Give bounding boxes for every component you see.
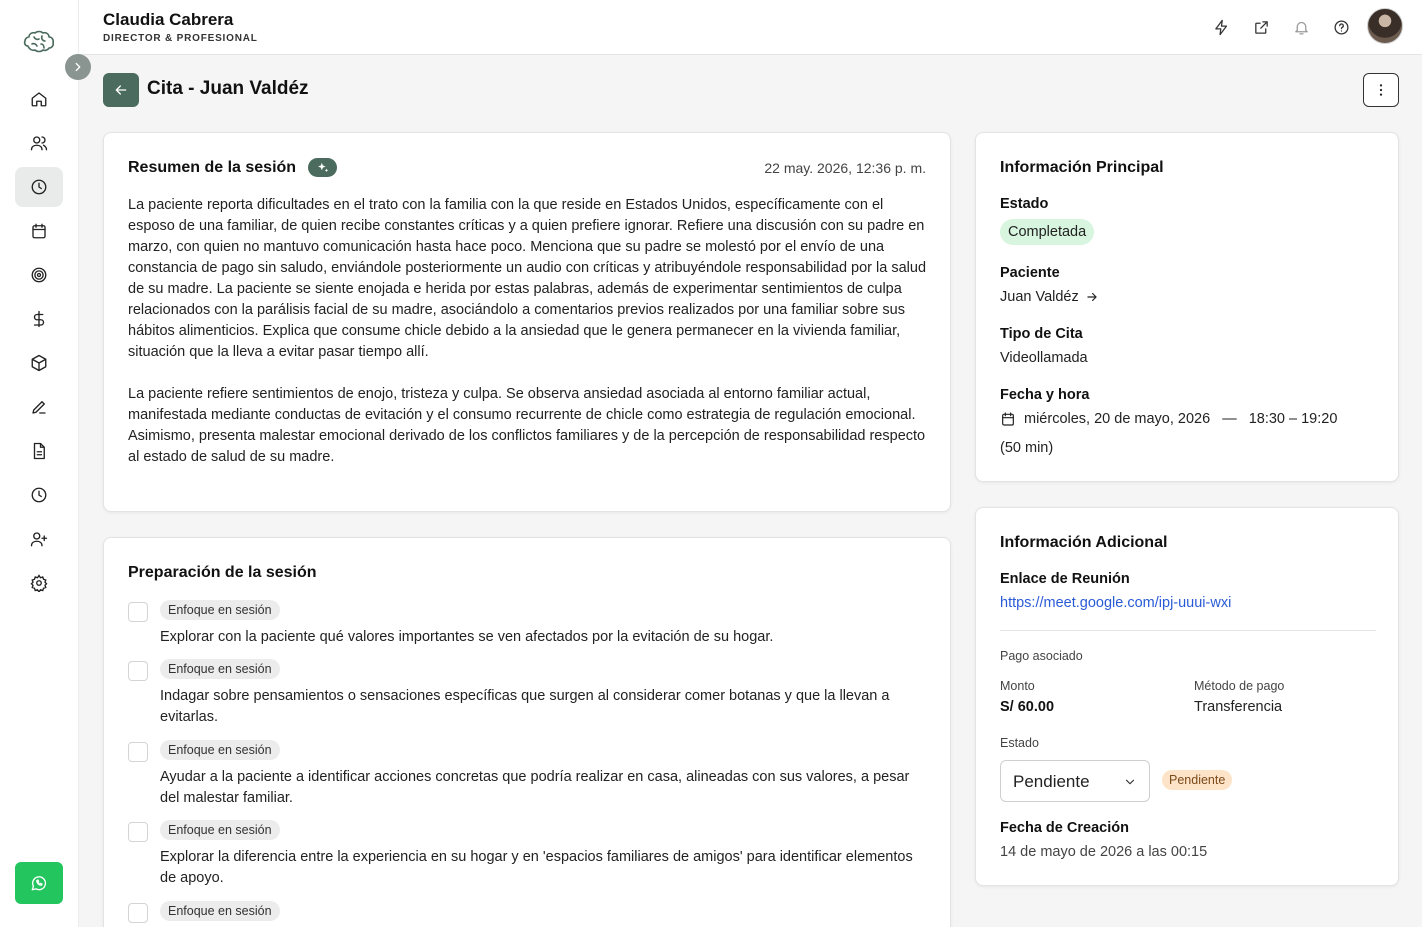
prep-item-text: Explorar con la paciente qué valores importantes se ven afectados por la evitación de su hogar. xyxy=(160,629,774,645)
nav-notes[interactable] xyxy=(15,387,63,427)
calendar-icon xyxy=(1000,411,1016,427)
more-options-button[interactable] xyxy=(1363,73,1399,107)
additional-info-card xyxy=(975,507,1399,886)
divider xyxy=(1000,630,1376,631)
time-value: 18:30 – 19:20 xyxy=(1248,411,1338,427)
main-info-title: Información Principal xyxy=(1000,159,1164,176)
session-summary-card xyxy=(103,132,951,512)
package-icon xyxy=(30,354,48,372)
page-title: Cita - Juan Valdéz xyxy=(147,78,309,99)
focus-tag: Enfoque en sesión xyxy=(160,740,280,760)
clock-icon xyxy=(30,178,48,196)
chevron-right-icon xyxy=(71,60,85,74)
help-icon xyxy=(1333,19,1350,36)
ai-generated-badge xyxy=(308,158,337,177)
date-dash: — xyxy=(1222,411,1237,427)
focus-tag: Enfoque en sesión xyxy=(160,659,280,679)
summary-date: 22 may. 2026, 12:36 p. m. xyxy=(764,160,926,176)
status-label: Estado xyxy=(1000,196,1049,212)
help-button[interactable] xyxy=(1331,17,1351,37)
focus-tag: Enfoque en sesión xyxy=(160,600,280,620)
prep-checkbox[interactable] xyxy=(128,742,148,762)
history-icon xyxy=(30,486,48,504)
payment-method-value: Transferencia xyxy=(1194,699,1283,715)
datetime-label: Fecha y hora xyxy=(1000,387,1090,403)
datetime-row xyxy=(1000,411,1337,427)
arrow-right-icon xyxy=(1085,290,1099,304)
pen-icon xyxy=(30,398,48,416)
avatar[interactable] xyxy=(1367,8,1403,44)
nav-patients[interactable] xyxy=(15,123,63,163)
status-badge: Completada xyxy=(1000,219,1094,245)
user-plus-icon xyxy=(30,530,48,548)
session-preparation-card xyxy=(103,537,951,927)
nav-settings[interactable] xyxy=(15,563,63,603)
user-role: DIRECTOR & PROFESIONAL xyxy=(103,33,258,44)
calendar-icon xyxy=(30,222,48,240)
top-header xyxy=(79,0,1422,55)
prep-item-text: Indagar sobre pensamientos o sensaciones específicas que surgen al considerar comer botanas y que la llevan a evitarlas. xyxy=(160,688,890,725)
quick-actions-button[interactable] xyxy=(1211,17,1231,37)
type-value: Videollamada xyxy=(1000,350,1088,366)
whatsapp-icon xyxy=(30,874,48,892)
summary-text xyxy=(128,195,928,468)
payment-method-label: Método de pago xyxy=(1194,679,1285,693)
focus-tag: Enfoque en sesión xyxy=(160,901,280,921)
payment-label: Pago asociado xyxy=(1000,649,1083,663)
more-vertical-icon xyxy=(1373,82,1389,98)
arrow-left-icon xyxy=(113,82,129,98)
date-value: miércoles, 20 de mayo, 2026 xyxy=(1024,411,1211,427)
back-button[interactable] xyxy=(103,73,139,107)
bell-icon xyxy=(1293,19,1310,36)
external-link-icon xyxy=(1253,19,1270,36)
patient-name: Juan Valdéz xyxy=(1000,289,1079,305)
summary-paragraph: La paciente reporta dificultades en el trato con la familia con la que reside en Estados Unidos, específicamente con el esposo de una familiar, de quien recibe constantes críticas y a quien prefiere ignorar. Refiere una discusión con su padre en marzo, con quien no mantuvo comunicación hasta hace poco. Menciona que su padre se molestó por el envío de una constancia de pago sin saludo, enviándole posteriormente un audio con críticas y atribuyéndole responsabilidad por la salud de su madre. La paciente se siente enojada e herida por estas palabras, además de experimentar sentimientos de culpa relacionados con la parálisis facial de su madre, asociándolo a comentarios previos realizados por una familiar sobre sus hábitos alimenticios. Explica que consume chicle debido a la ansiedad que le genera permanecer en la vivienda familiar, situación que la lleva a evitar pasar tiempo allí. xyxy=(128,197,927,360)
brain-logo-icon[interactable] xyxy=(22,28,56,56)
summary-paragraph: La paciente refiere sentimientos de enojo, tristeza y culpa. Se observa ansiedad asociada al entorno familiar actual, manifestada mediante conductas de evitación y el consumo recurrente de chicle como estrategia de regulación emocional. Asimismo, presenta malestar emocional derivado de los conflictos familiares y de la percepción de responsabilidad respecto al estado de salud de su madre. xyxy=(128,386,926,465)
nav-goals[interactable] xyxy=(15,255,63,295)
sidebar-toggle-button[interactable] xyxy=(65,54,91,80)
prep-checkbox[interactable] xyxy=(128,822,148,842)
target-icon xyxy=(30,266,48,284)
user-name: Claudia Cabrera xyxy=(103,10,234,29)
created-label: Fecha de Creación xyxy=(1000,820,1129,836)
preparation-title: Preparación de la sesión xyxy=(128,564,317,581)
patient-label: Paciente xyxy=(1000,265,1060,281)
gear-icon xyxy=(30,574,48,592)
dollar-icon xyxy=(30,310,48,328)
summary-title: Resumen de la sesión xyxy=(128,159,297,176)
nav-documents[interactable] xyxy=(15,431,63,471)
whatsapp-button[interactable] xyxy=(15,862,63,904)
nav-calendar[interactable] xyxy=(15,211,63,251)
sparkles-icon xyxy=(316,161,330,175)
notifications-button[interactable] xyxy=(1291,17,1311,37)
lightning-icon xyxy=(1213,19,1230,36)
open-external-button[interactable] xyxy=(1251,17,1271,37)
nav-history[interactable] xyxy=(15,475,63,515)
document-icon xyxy=(30,442,48,460)
prep-checkbox[interactable] xyxy=(128,661,148,681)
meeting-link[interactable]: https://meet.google.com/ipj-uuui-wxi xyxy=(1000,595,1232,611)
focus-tag: Enfoque en sesión xyxy=(160,820,280,840)
nav-add-user[interactable] xyxy=(15,519,63,559)
additional-info-title: Información Adicional xyxy=(1000,534,1168,551)
amount-value: S/ 60.00 xyxy=(1000,699,1055,715)
users-icon xyxy=(30,134,48,152)
nav-appointments[interactable] xyxy=(15,167,63,207)
prep-checkbox[interactable] xyxy=(128,903,148,923)
patient-link[interactable] xyxy=(1000,289,1099,305)
sidebar xyxy=(0,0,79,927)
prep-item-text: Ayudar a la paciente a identificar acciones concretas que podría realizar en casa, alineadas con sus valores, a pesar del malestar familiar. xyxy=(160,769,910,806)
nav-home[interactable] xyxy=(15,79,63,119)
payment-status-badge: Pendiente xyxy=(1162,770,1232,790)
meeting-link-label: Enlace de Reunión xyxy=(1000,571,1130,587)
payment-status-select[interactable] xyxy=(1000,760,1150,802)
amount-label: Monto xyxy=(1000,679,1035,693)
nav-finance[interactable] xyxy=(15,299,63,339)
created-value: 14 de mayo de 2026 a las 00:15 xyxy=(1000,844,1208,860)
duration-value: (50 min) xyxy=(1000,440,1054,456)
prep-item-text: Explorar la diferencia entre la experiencia en su hogar y en 'espacios familiares de amigos' para identificar elementos de apoyo. xyxy=(160,849,913,886)
chevron-down-icon xyxy=(1123,775,1137,789)
prep-checkbox[interactable] xyxy=(128,602,148,622)
payment-state-label: Estado xyxy=(1000,736,1039,750)
home-icon xyxy=(30,90,48,108)
payment-status-selected: Pendiente xyxy=(1013,772,1090,791)
type-label: Tipo de Cita xyxy=(1000,326,1083,342)
nav-packages[interactable] xyxy=(15,343,63,383)
main-info-card xyxy=(975,132,1399,482)
